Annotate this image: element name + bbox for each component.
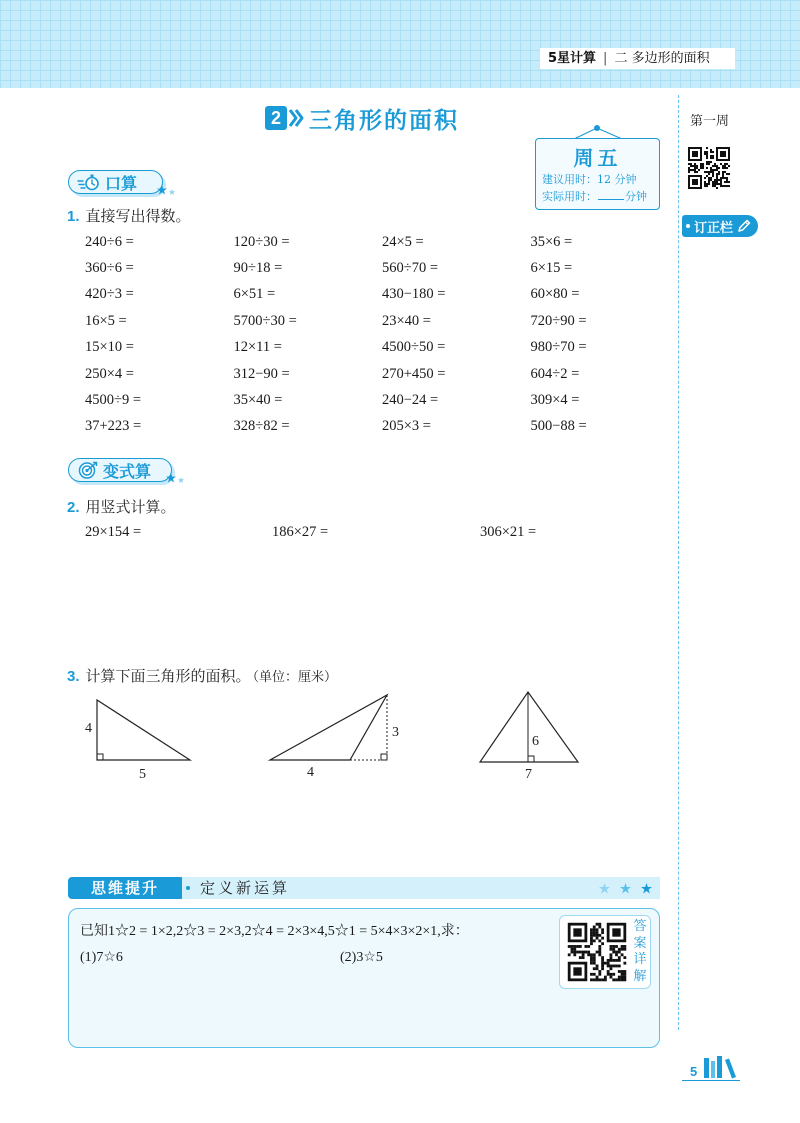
expression-row <box>85 414 679 440</box>
expression: 430−180 = <box>382 286 446 303</box>
expression: 6×51 = <box>233 286 276 303</box>
correction-badge <box>682 215 758 237</box>
expression: 5700÷30 = <box>233 312 297 329</box>
star-icon <box>620 883 631 894</box>
unit-note: （单位：厘米） <box>252 670 338 685</box>
lesson-number: 2 <box>265 106 287 130</box>
expression: 500−88 = <box>530 418 587 435</box>
expression: 12×11 = <box>233 339 282 356</box>
expression: 420÷3 = <box>85 286 134 303</box>
question-1 <box>67 207 191 226</box>
stopwatch-icon <box>77 173 101 191</box>
suggested-time-line <box>542 172 637 188</box>
thinking-topic: 定义新运算 <box>200 879 291 897</box>
suggested-time-value: 12 分钟 <box>597 173 637 186</box>
correction-label: 订正栏 <box>694 220 734 236</box>
question-2-number: 2. <box>67 499 80 516</box>
expression-row <box>85 308 679 334</box>
chevron-right-icon <box>287 106 305 130</box>
expression-row <box>85 335 679 361</box>
expression: 6×15 = <box>530 260 573 277</box>
suggested-time-label: 建议用时： <box>542 173 597 186</box>
expression: 120÷30 = <box>233 233 290 250</box>
triangles-figure <box>0 680 680 790</box>
expression: 309×4 = <box>530 392 580 409</box>
vertical-calc-item: 306×21 = <box>480 524 537 540</box>
expression: 560÷70 = <box>382 260 439 277</box>
schedule-day: 周五 <box>573 146 622 170</box>
lesson-title: 三角形的面积 <box>309 107 459 134</box>
expression: 37+223 = <box>85 418 142 435</box>
expression: 240÷6 = <box>85 233 134 250</box>
expression: 35×6 = <box>530 233 573 250</box>
expression-row <box>85 229 679 255</box>
expression: 24×5 = <box>382 233 424 250</box>
section-oral-header <box>68 170 163 194</box>
section-variant-label: 变式算 <box>103 461 152 481</box>
expression: 23×40 = <box>382 312 431 329</box>
expression: 4500÷50 = <box>382 339 446 356</box>
expression: 60×80 = <box>530 286 580 303</box>
oral-expression-grid <box>85 229 679 440</box>
header-breadcrumb <box>540 48 735 69</box>
target-icon <box>77 461 99 479</box>
actual-time-line <box>542 189 647 205</box>
expression-row <box>85 361 679 387</box>
expression: 312−90 = <box>233 365 290 382</box>
expression: 205×3 = <box>382 418 431 435</box>
star-icon <box>157 184 177 198</box>
actual-time-label: 实际用时： <box>542 190 597 203</box>
thinking-topic-strip <box>182 877 660 899</box>
pencil-icon <box>736 218 752 234</box>
header-separator: | <box>603 51 608 66</box>
thinking-label: 思维提升 <box>68 877 182 899</box>
expression: 15×10 = <box>85 339 134 356</box>
triangle-3 <box>480 692 578 782</box>
triangle-2-base-label: 4 <box>307 765 314 780</box>
expression: 360÷6 = <box>85 260 134 277</box>
triangle-1-height-label: 4 <box>85 721 92 736</box>
triangle-1 <box>85 700 190 782</box>
expression: 90÷18 = <box>233 260 283 277</box>
expression: 240−24 = <box>382 392 439 409</box>
schedule-box <box>535 138 660 210</box>
thinking-problem-text: 已知1☆2 = 1×2,2☆3 = 2×3,2☆4 = 2×3×4,5☆1 = 5×4×3×2×1,求： <box>80 924 469 939</box>
expression: 4500÷9 = <box>85 392 142 409</box>
expression: 604÷2 = <box>530 365 580 382</box>
star-icon <box>166 472 186 486</box>
question-3-text: 计算下面三角形的面积。 <box>85 667 251 685</box>
thinking-problem-box <box>68 908 660 1048</box>
actual-time-blank <box>598 189 624 200</box>
strip-dot <box>186 886 190 890</box>
expression: 16×5 = <box>85 312 127 329</box>
right-angle-marker <box>381 754 387 760</box>
triangle-3-base-label: 7 <box>525 767 532 782</box>
vertical-calc-item: 186×27 = <box>272 524 329 540</box>
triangle-2 <box>270 695 399 780</box>
page-title <box>265 104 459 132</box>
book-label: 5星计算 <box>548 51 597 66</box>
page-number: 5 <box>690 1064 698 1079</box>
books-icon <box>703 1055 739 1079</box>
week-label: 第一周 <box>690 114 730 129</box>
right-angle-marker <box>528 756 534 762</box>
question-1-text: 直接写出得数。 <box>85 207 191 225</box>
answer-qr-box <box>559 915 651 989</box>
triangle-3-height-label: 6 <box>532 734 539 749</box>
badge-dot <box>686 224 690 228</box>
star-icon <box>641 883 652 894</box>
right-angle-marker <box>97 754 103 760</box>
question-1-number: 1. <box>67 208 80 225</box>
thinking-part-1: (1)7☆6 <box>80 950 123 965</box>
expression-row <box>85 387 679 413</box>
header-band <box>0 0 800 88</box>
question-3-number: 3. <box>67 668 80 685</box>
qr-code-icon <box>565 920 629 984</box>
answer-qr-caption: 答案详解 <box>633 919 647 984</box>
footer-rule <box>682 1080 740 1081</box>
question-2 <box>67 498 176 517</box>
section-variant-header <box>68 458 172 482</box>
triangle-2-height-label: 3 <box>392 725 399 740</box>
triangle-1-base-label: 5 <box>139 767 146 782</box>
thinking-part-2: (2)3☆5 <box>340 950 383 965</box>
expression: 720÷90 = <box>530 312 587 329</box>
expression: 328÷82 = <box>233 418 290 435</box>
expression-row <box>85 255 679 281</box>
expression: 250×4 = <box>85 365 134 382</box>
qr-code-icon <box>686 145 732 191</box>
expression: 35×40 = <box>233 392 283 409</box>
expression-row <box>85 282 679 308</box>
vertical-calc-item: 29×154 = <box>85 524 142 540</box>
section-oral-label: 口算 <box>105 173 138 193</box>
expression: 980÷70 = <box>530 339 587 356</box>
expression: 270+450 = <box>382 365 446 382</box>
star-icon <box>599 883 610 894</box>
chapter-label: 二 多边形的面积 <box>614 51 710 66</box>
actual-time-unit: 分钟 <box>625 190 647 203</box>
question-2-text: 用竖式计算。 <box>85 498 176 516</box>
